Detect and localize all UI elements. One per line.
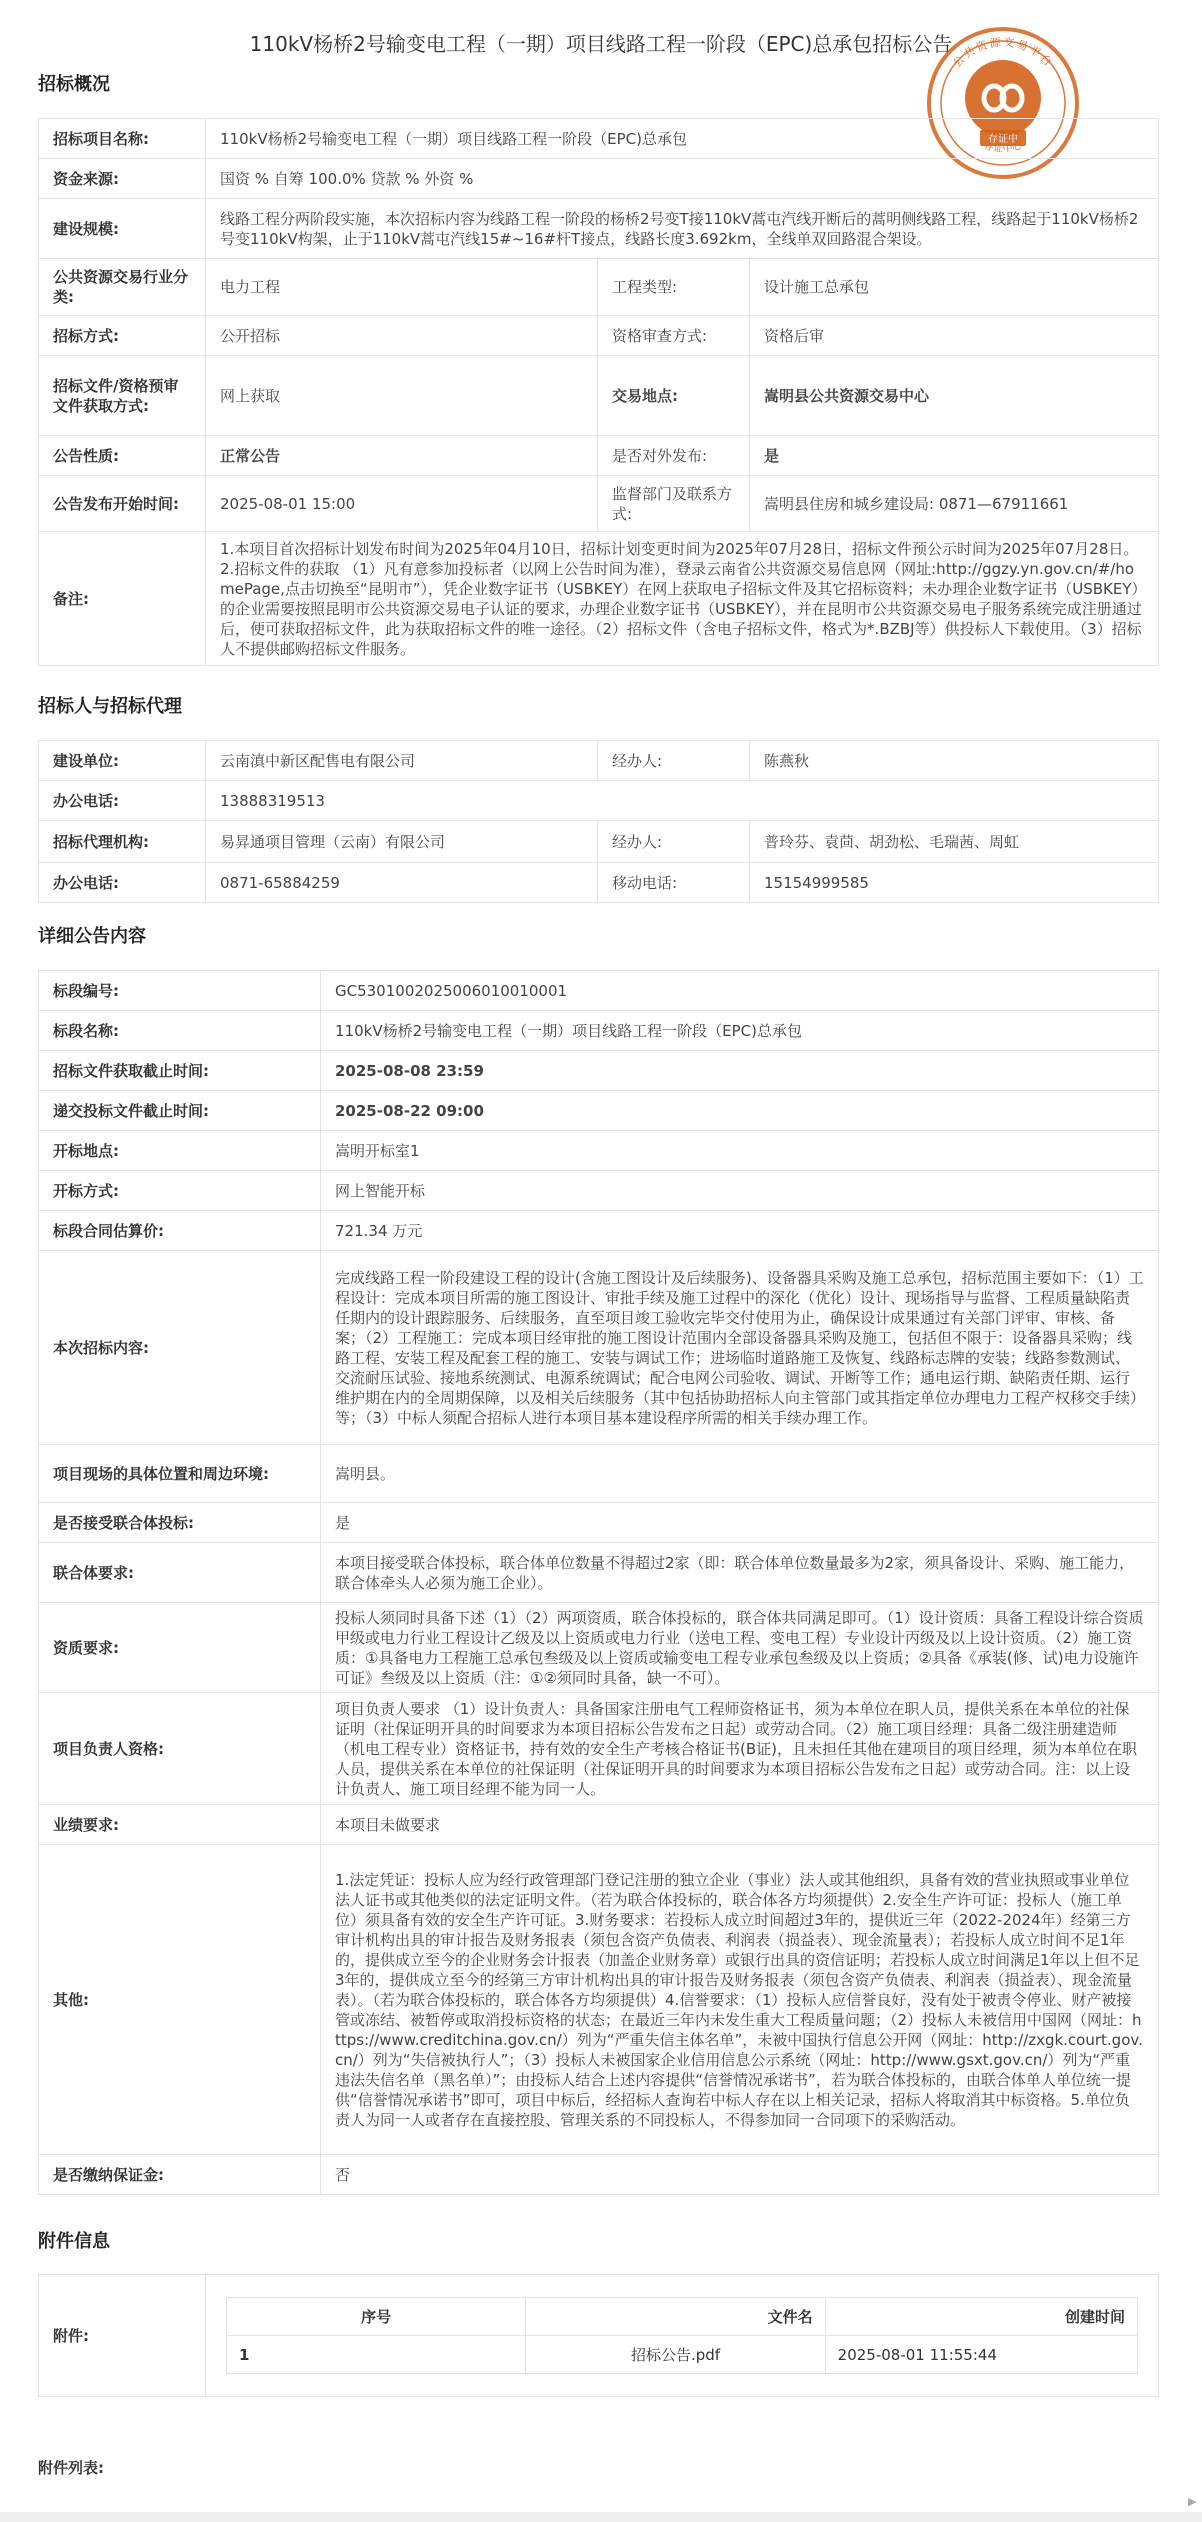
- col-header-time: 创建时间: [825, 2298, 1137, 2336]
- external-label: 是否对外发布:: [598, 436, 750, 476]
- remark-value: 1.本项目首次招标计划发布时间为2025年04月10日，招标计划变更时间为2025年07月28日，招标文件预公示时间为2025年07月28日。 2.招标文件的获取 （1）凡有意参加投标者（以网上公告时间为准），登录云南省公共资源交易信息网（网址:http://ggzy.yn.gov.cn/#/homePage,点击切换至“昆明市”），凭企业数字证书（USBKEY）在网上获取电子招标文件及其它招标资料；未办理企业数字证书（USBKEY）的企业需要按照昆明市公共资源交易电子认证的要求，办理企业数字证书（USBKEY），并在昆明市公共资源交易电子服务系统完成注册通过后，便可获取招标文件，此为获取招标文件的唯一途径。（2）招标文件（含电子招标文件，格式为*.BZBJ等）供投标人下载使用。（3）招标人不提供邮购招标文件服务。: [206, 532, 1159, 666]
- manager-value: 项目负责人要求 （1）设计负责人：具备国家注册电气工程师资格证书，须为本单位在职人员，提供关系在本单位的社保证明（社保证明开具的时间要求为本项目招标公告发布之日起）或劳动合同。（2）施工项目经理：具备二级注册建造师（机电工程专业）资格证书，持有效的安全生产考核合格证书(B证)，且未担任其他在建项目的项目经理，须为本单位在职人员，提供关系在本单位的社保证明（社保证明开具的时间要求为本项目招标公告发布之日起）或劳动合同。注：以上设计负责人、施工项目经理不能为同一人。: [321, 1693, 1159, 1805]
- party-table: [38, 740, 1159, 903]
- nature-value: 正常公告: [206, 436, 598, 476]
- doc-get-value: 网上获取: [206, 356, 598, 436]
- scale-label: 建设规模:: [39, 199, 206, 259]
- table-row: [39, 1131, 1159, 1171]
- nature-label: 公告性质:: [39, 436, 206, 476]
- perf-label: 业绩要求:: [39, 1805, 321, 1845]
- table-row: [39, 199, 1159, 259]
- bid-deadline-value: 2025-08-22 09:00: [321, 1091, 1159, 1131]
- office-tel-label: 办公电话:: [39, 781, 206, 821]
- consortium-req-value: 本项目接受联合体投标，联合体单位数量不得超过2家（即：联合体单位数量最多为2家，须具备设计、采购、施工能力，联合体牵头人必须为施工企业）。: [321, 1543, 1159, 1603]
- table-row: [39, 1091, 1159, 1131]
- mobile-label: 移动电话:: [598, 863, 750, 903]
- col-header-file: 文件名: [526, 2298, 825, 2336]
- review-value: 资格后审: [750, 316, 1159, 356]
- manager-label: 项目负责人资格:: [39, 1693, 321, 1805]
- handler-label: 经办人:: [598, 741, 750, 781]
- qual-label: 资质要求:: [39, 1603, 321, 1693]
- handler-value: 陈燕秋: [750, 741, 1159, 781]
- place-value: 嵩明县公共资源交易中心: [750, 356, 1159, 436]
- table-row: [39, 1603, 1159, 1693]
- qual-value: 投标人须同时具备下述（1）（2）两项资质，联合体投标的，联合体共同满足即可。（1）设计资质：具备工程设计综合资质甲级或电力行业工程设计乙级及以上资质或电力行业（送电工程、变电工程）专业设计丙级及以上设计资质。（2）施工资质：①具备电力工程施工总承包叁级及以上资质或输变电工程专业承包叁级及以上资质；②具备《承装(修、试)电力设施许可证》叁级及以上资质（注：①②须同时具备，缺一不可）。: [321, 1603, 1159, 1693]
- project-name-label: 招标项目名称:: [39, 119, 206, 159]
- table-row: [39, 821, 1159, 863]
- table-row: [39, 1011, 1159, 1051]
- review-label: 资格审查方式:: [598, 316, 750, 356]
- agency-tel-label: 办公电话:: [39, 863, 206, 903]
- owner-label: 建设单位:: [39, 741, 206, 781]
- content-value: 完成线路工程一阶段建设工程的设计(含施工图设计及后续服务)、设备器具采购及施工总承包，招标范围主要如下：（1）工程设计：完成本项目所需的施工图设计、审批手续及施工过程中的深化（优化）设计、现场指导与监督、工程质量缺陷责任期内的设计跟踪服务、后续服务，直至项目竣工验收完毕交付使用为止，确保设计成果通过有关部门评审、审核、备案；（2）工程施工：完成本项目经审批的施工图设计范围内全部设备器具采购及施工，包括但不限于：设备器具采购；线路工程、安装工程及配套工程的施工、安装与调试工作；进场临时道路施工及恢复、线路标志牌的安装；线路参数测试、交流耐压试验、接地系统测试、电源系统调试；配合电网公司验收、调试、开断等工作；通电运行期、缺陷责任期、运行维护期在内的全周期保障，以及相关后续服务（其中包括协助招标人向主管部门或其指定单位办理电力工程产权移交手续）等；（3）中标人须配合招标人进行本项目基本建设程序所需的相关手续办理工作。: [321, 1251, 1159, 1445]
- external-value: 是: [750, 436, 1159, 476]
- agency-value: 易昇通项目管理（云南）有限公司: [206, 821, 598, 863]
- open-place-label: 开标地点:: [39, 1131, 321, 1171]
- supervise-label: 监督部门及联系方式:: [598, 476, 750, 532]
- section-overview: 招标概况: [38, 74, 110, 95]
- eng-type-label: 工程类型:: [598, 259, 750, 316]
- table-row: [39, 1503, 1159, 1543]
- table-row: [39, 476, 1159, 532]
- overview-table: [38, 118, 1159, 666]
- remark-label: 备注:: [39, 532, 206, 666]
- table-row: [39, 781, 1159, 821]
- agency-tel-value: 0871-65884259: [206, 863, 598, 903]
- deposit-value: 否: [321, 2155, 1159, 2195]
- table-row: [39, 316, 1159, 356]
- name-value: 110kV杨桥2号输变电工程（一期）项目线路工程一阶段（EPC)总承包: [321, 1011, 1159, 1051]
- fund-value: 国资 % 自筹 100.0% 贷款 % 外资 %: [206, 159, 1159, 199]
- table-row: [39, 1845, 1159, 2155]
- col-header-no: 序号: [227, 2298, 526, 2336]
- table-row: [227, 2336, 1138, 2374]
- location-label: 项目现场的具体位置和周边环境:: [39, 1445, 321, 1503]
- page-title: 110kV杨桥2号输变电工程（一期）项目线路工程一阶段（EPC)总承包招标公告: [249, 32, 953, 56]
- table-row: [39, 2155, 1159, 2195]
- table-row: [39, 1051, 1159, 1091]
- attachment-list-table: [226, 2297, 1138, 2374]
- attach-label: 附件:: [39, 2275, 206, 2397]
- location-value: 嵩明县。: [321, 1445, 1159, 1503]
- name-label: 标段名称:: [39, 1011, 321, 1051]
- attach-row-no: 1: [227, 2336, 526, 2374]
- method-value: 公开招标: [206, 316, 598, 356]
- table-row: [39, 1211, 1159, 1251]
- table-row: [39, 119, 1159, 159]
- section-detail: 详细公告内容: [38, 926, 146, 947]
- table-row: [39, 2275, 1159, 2397]
- other-value: 1.法定凭证：投标人应为经行政管理部门登记注册的独立企业（事业）法人或其他组织，具备有效的营业执照或事业单位法人证书或其他类似的法定证明文件。（若为联合体投标的，联合体各方均须提供）2.安全生产许可证：投标人（施工单位）须具备有效的安全生产许可证。3.财务要求：若投标人成立时间超过3年的，提供近三年（2022-2024年）经第三方审计机构出具的审计报告及财务报表（须包含资产负债表、利润表（损益表）、现金流量表）；若投标人成立时间不足1年的，提供成立至今的企业财务会计报表（加盖企业财务章）或银行出具的资信证明；若投标人成立时间满足1年以上但不足3年的，提供成立至今的经第三方审计机构出具的审计报告及财务报表（须包含资产负债表、利润表（损益表）、现金流量表）。（若为联合体投标的，联合体各方均须提供）4.信誉要求：（1）投标人应信誉良好，没有处于被责令停业、财产被接管或冻结、被暂停或取消投标资格的状态；在最近三年内未发生重大工程质量问题；（2）投标人未被信用中国网（网址：https://www.creditchina.gov.cn/）列为“严重失信主体名单”，未被中国执行信息公开网（网址：http://zxgk.court.gov.cn/）列为“失信被执行人”；（3）投标人未被国家企业信用信息公示系统（网址：http://www.gsxt.gov.cn/）列为“严重违法失信名单（黑名单）”；由投标人结合上述内容提供“信誉情况承诺书”，若为联合体投标的，由联合体单人单位统一提供“信誉情况承诺书”即可，项目中标后，经招标人查询若中标人存在以上相关记录，招标人将取消其中标资格。5.单位负责人为同一人或者存在直接控股、管理关系的不同投标人，不得参加同一合同项下的采购活动。: [321, 1845, 1159, 2155]
- table-row: [39, 1251, 1159, 1445]
- fund-label: 资金来源:: [39, 159, 206, 199]
- agency-handler-value: 普玲芬、袁茴、胡劲松、毛瑞茜、周虹: [750, 821, 1159, 863]
- mobile-value: 15154999585: [750, 863, 1159, 903]
- perf-value: 本项目未做要求: [321, 1805, 1159, 1845]
- get-deadline-value: 2025-08-08 23:59: [321, 1051, 1159, 1091]
- category-value: 电力工程: [206, 259, 598, 316]
- place-label: 交易地点:: [598, 356, 750, 436]
- stamp-top-text: 公共资源交易平台: [950, 35, 1056, 71]
- agency-label: 招标代理机构:: [39, 821, 206, 863]
- eng-type-value: 设计施工总承包: [750, 259, 1159, 316]
- attachment-list-label: 附件列表:: [38, 2459, 104, 2477]
- start-label: 公告发布开始时间:: [39, 476, 206, 532]
- deposit-label: 是否缴纳保证金:: [39, 2155, 321, 2195]
- attach-file-link[interactable]: 招标公告.pdf: [526, 2336, 825, 2374]
- get-deadline-label: 招标文件获取截止时间:: [39, 1051, 321, 1091]
- owner-value: 云南滇中新区配售电有限公司: [206, 741, 598, 781]
- supervise-value: 嵩明县住房和城乡建设局: 0871—67911661: [750, 476, 1159, 532]
- office-tel-value: 13888319513: [206, 781, 1159, 821]
- category-label: 公共资源交易行业分类:: [39, 259, 206, 316]
- table-row: [39, 1805, 1159, 1845]
- attach-row-time: 2025-08-01 11:55:44: [825, 2336, 1137, 2374]
- scroll-right-arrow-icon[interactable]: ▶: [1188, 2495, 1197, 2508]
- bid-deadline-label: 递交投标文件截止时间:: [39, 1091, 321, 1131]
- project-name-value: 110kV杨桥2号输变电工程（一期）项目线路工程一阶段（EPC)总承包: [206, 119, 1159, 159]
- table-row: [39, 1693, 1159, 1805]
- detail-table: [38, 970, 1159, 2195]
- table-row: [39, 532, 1159, 666]
- table-row: [39, 971, 1159, 1011]
- table-row: [39, 159, 1159, 199]
- start-value: 2025-08-01 15:00: [206, 476, 598, 532]
- method-label: 招标方式:: [39, 316, 206, 356]
- table-row: [39, 1171, 1159, 1211]
- consortium-value: 是: [321, 1503, 1159, 1543]
- other-label: 其他:: [39, 1845, 321, 2155]
- table-row: [39, 436, 1159, 476]
- open-place-value: 嵩明开标室1: [321, 1131, 1159, 1171]
- code-value: GC5301002025006010010001: [321, 971, 1159, 1011]
- table-row: [39, 259, 1159, 316]
- stamp-center-text: 存证中: [988, 134, 1018, 145]
- table-row: [39, 1445, 1159, 1503]
- estimate-value: 721.34 万元: [321, 1211, 1159, 1251]
- section-party: 招标人与招标代理: [38, 696, 182, 717]
- estimate-label: 标段合同估算价:: [39, 1211, 321, 1251]
- doc-get-label: 招标文件/资格预审文件获取方式:: [39, 356, 206, 436]
- horizontal-scrollbar[interactable]: [0, 2512, 1202, 2522]
- section-attach: 附件信息: [38, 2231, 110, 2252]
- open-method-value: 网上智能开标: [321, 1171, 1159, 1211]
- table-row: [39, 741, 1159, 781]
- table-row: [39, 863, 1159, 903]
- code-label: 标段编号:: [39, 971, 321, 1011]
- attach-table: [38, 2274, 1159, 2397]
- consortium-req-label: 联合体要求:: [39, 1543, 321, 1603]
- table-row: [39, 356, 1159, 436]
- content-label: 本次招标内容:: [39, 1251, 321, 1445]
- scale-value: 线路工程分两阶段实施，本次招标内容为线路工程一阶段的杨桥2号变T接110kV蒿屯汽线开断后的蒿明侧线路工程，线路起于110kV杨桥2号变110kV构架，止于110kV蒿屯汽线15#~16#杆T接点，线路长度3.692km，全线单双回路混合架设。: [206, 199, 1159, 259]
- stamp-bottom-text: 存证中心: [982, 140, 1024, 155]
- open-method-label: 开标方式:: [39, 1171, 321, 1211]
- table-row: [39, 1543, 1159, 1603]
- agency-handler-label: 经办人:: [598, 821, 750, 863]
- consortium-label: 是否接受联合体投标:: [39, 1503, 321, 1543]
